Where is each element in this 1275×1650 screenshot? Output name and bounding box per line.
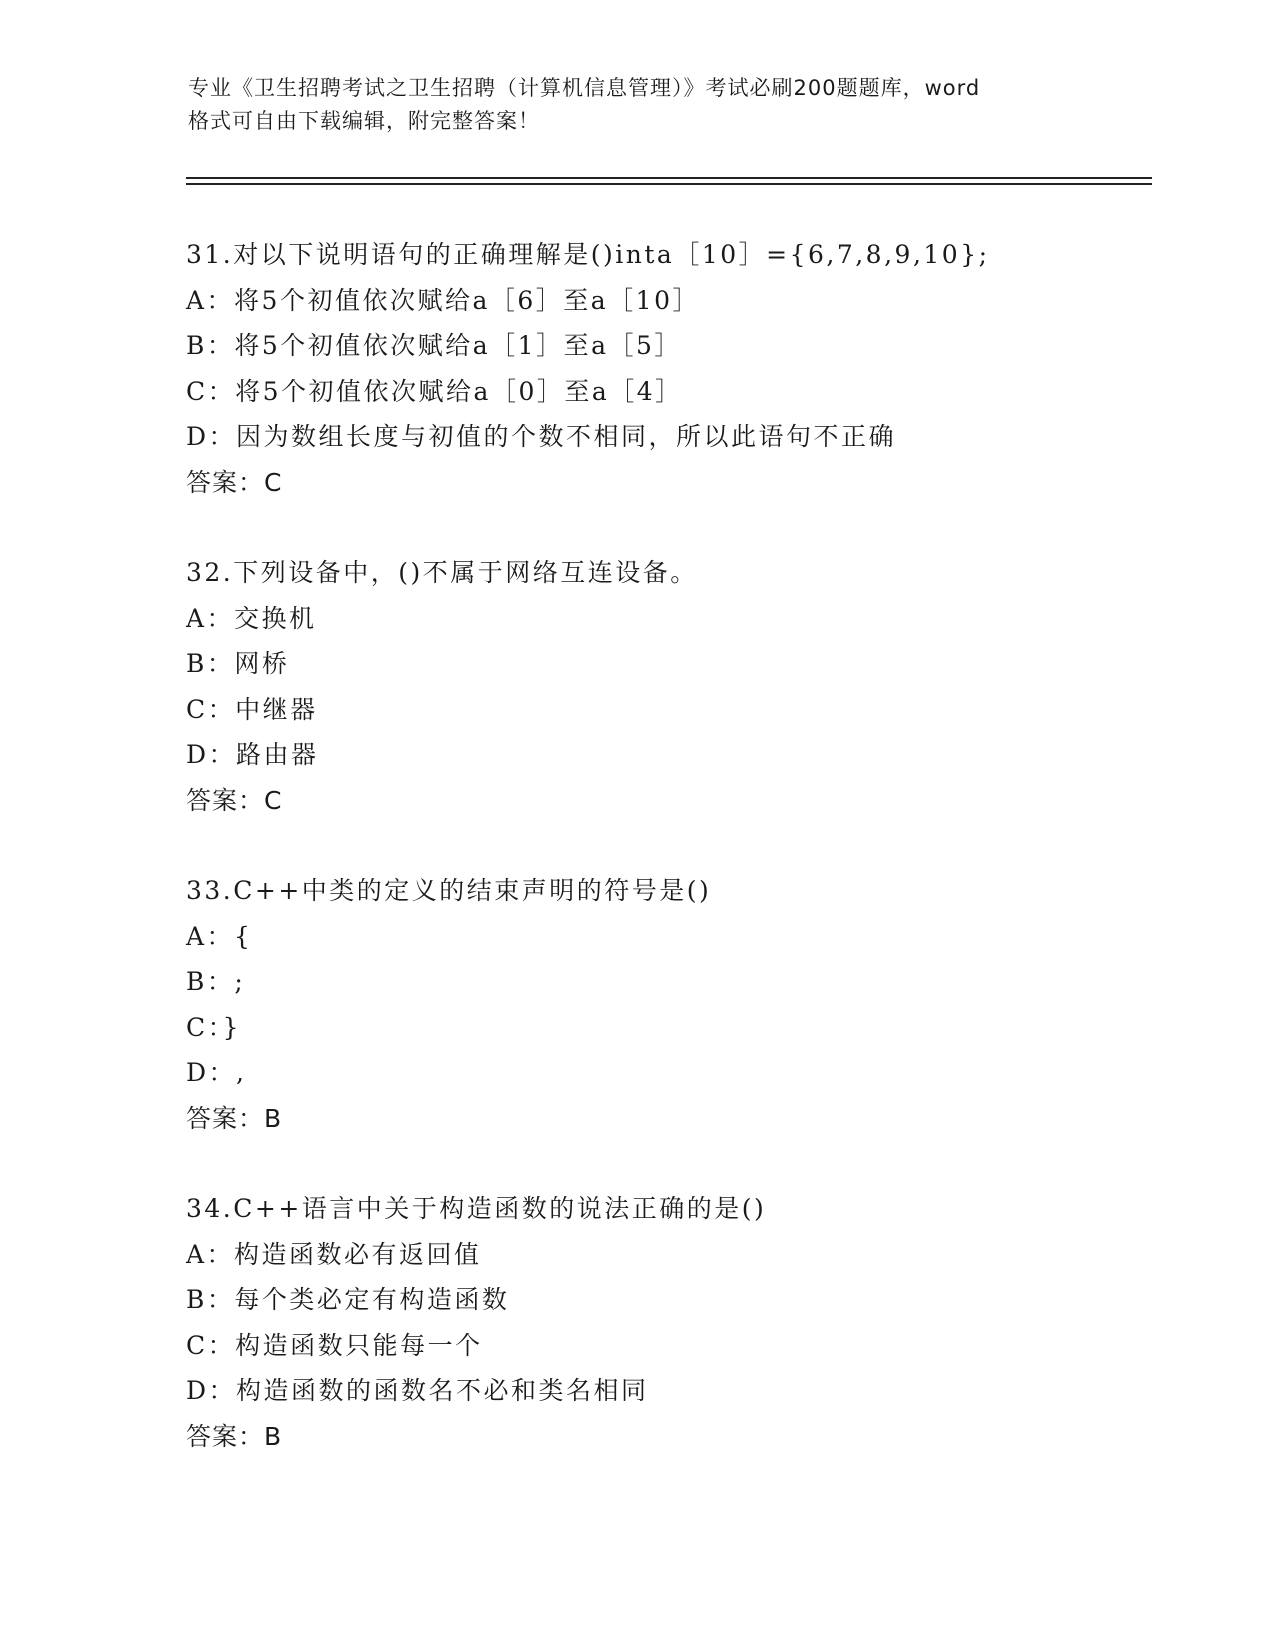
question-34 bbox=[186, 1186, 1166, 1459]
answer-label: 答案：C bbox=[186, 785, 283, 815]
option-c: C：将5个初值依次赋给a［0］至a［4］ bbox=[186, 376, 683, 406]
header-divider-top bbox=[186, 177, 1152, 179]
option-b: B：网桥 bbox=[186, 649, 290, 678]
option-b: B：将5个初值依次赋给a［1］至a［5］ bbox=[186, 331, 682, 360]
option-d: D：构造函数的函数名不必和类名相同 bbox=[186, 1376, 649, 1405]
header-line-1: 专业《卫生招聘考试之卫生招聘（计算机信息管理）》考试必刷200题题库，word bbox=[188, 76, 981, 100]
question-32 bbox=[186, 550, 1166, 823]
answer-label: 答案：C bbox=[186, 467, 283, 497]
question-stem: 34.C++语言中关于构造函数的说法正确的是() bbox=[186, 1194, 767, 1223]
header-line-2: 格式可自由下载编辑，附完整答案！ bbox=[188, 109, 540, 133]
header-divider-bottom bbox=[186, 183, 1152, 185]
option-a: A：构造函数必有返回值 bbox=[186, 1239, 482, 1269]
question-stem: 32.下列设备中，()不属于网络互连设备。 bbox=[186, 558, 698, 587]
option-c: C：中继器 bbox=[186, 694, 318, 724]
option-b: B：; bbox=[186, 967, 246, 996]
document-header bbox=[188, 72, 1088, 138]
question-stem: 33.C++中类的定义的结束声明的符号是() bbox=[186, 876, 712, 905]
answer-label: 答案：B bbox=[186, 1103, 283, 1133]
option-d: D：, bbox=[186, 1058, 247, 1087]
question-list bbox=[186, 232, 1166, 1504]
option-a: A：交换机 bbox=[186, 603, 317, 633]
option-c: C：构造函数只能每一个 bbox=[186, 1330, 483, 1360]
option-a: A：{ bbox=[186, 921, 253, 951]
question-31 bbox=[186, 232, 1166, 505]
option-b: B：每个类必定有构造函数 bbox=[186, 1285, 510, 1314]
option-a: A：将5个初值依次赋给a［6］至a［10］ bbox=[186, 285, 700, 315]
question-stem: 31.对以下说明语句的正确理解是()inta［10］={6,7,8,9,10}; bbox=[186, 240, 990, 269]
option-d: D：路由器 bbox=[186, 740, 319, 769]
option-c: C：} bbox=[186, 1012, 242, 1042]
option-d: D：因为数组长度与初值的个数不相同，所以此语句不正确 bbox=[186, 422, 897, 451]
answer-label: 答案：B bbox=[186, 1421, 283, 1451]
question-33 bbox=[186, 868, 1166, 1141]
